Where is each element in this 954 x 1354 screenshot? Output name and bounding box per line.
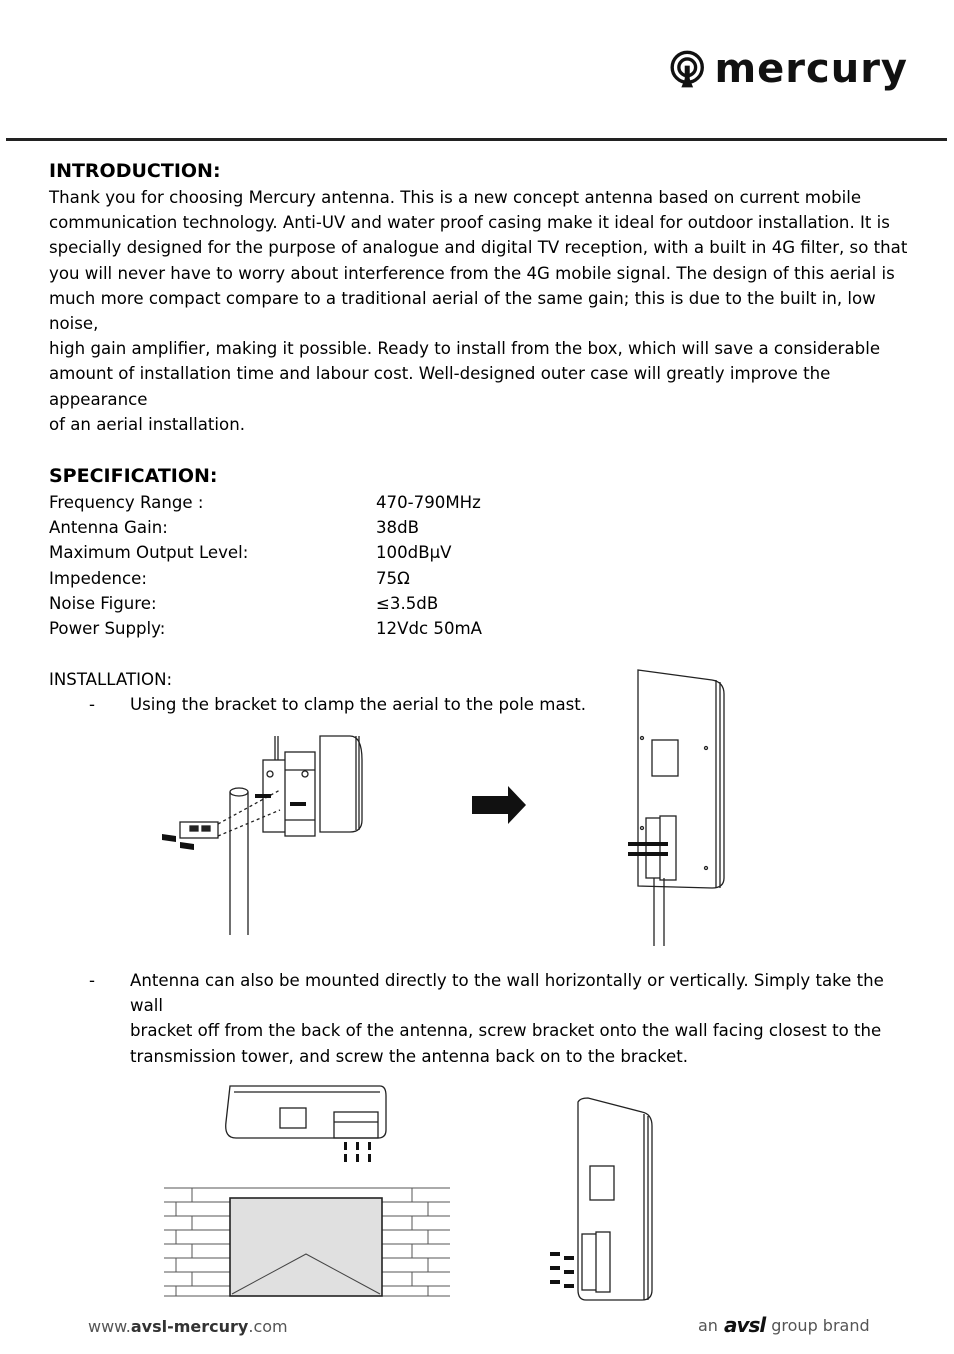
- vertical-wall-mount-illustration: [546, 1094, 658, 1306]
- spec-value: 470-790MHz: [376, 493, 481, 513]
- spec-label: Antenna Gain:: [49, 518, 168, 538]
- introduction-body: [49, 185, 909, 437]
- brand-suffix: group brand: [771, 1315, 870, 1335]
- step-text: Using the bracket to clamp the aerial to the pole mast.: [130, 695, 587, 715]
- step-text: [130, 968, 905, 1069]
- introduction-line: Thank you for choosing Mercury antenna. This is a new concept antenna based on current mobile: [49, 188, 862, 207]
- brand-logo: [668, 44, 908, 94]
- introduction-line: much more compact compare to a traditional aerial of the same gain; this is due to the built in, low noise,: [49, 288, 876, 334]
- spec-label: Maximum Output Level:: [49, 543, 249, 563]
- spec-label: Impedence:: [49, 568, 147, 588]
- pole-mount-illustration: [150, 730, 380, 940]
- spec-value: 100dBμV: [376, 543, 452, 563]
- spec-value: 75Ω: [376, 568, 410, 588]
- spec-value: ≤3.5dB: [376, 593, 439, 613]
- spec-label: Noise Figure:: [49, 593, 157, 613]
- url-domain: avsl-mercury: [130, 1317, 249, 1336]
- installation-heading: INSTALLATION:: [49, 670, 173, 690]
- introduction-line: specially designed for the purpose of analogue and digital TV reception, with a built in 4G filter, so that: [49, 238, 908, 258]
- specification-table: [49, 490, 909, 641]
- introduction-line: high gain amplifier, making it possible. Ready to install from the box, which will save a considerable: [49, 339, 881, 359]
- spec-label: Power Supply:: [49, 619, 166, 639]
- spec-label: Frequency Range :: [49, 493, 204, 513]
- spec-row: [49, 540, 909, 565]
- brand-name: mercury: [714, 46, 908, 92]
- spec-value: 38dB: [376, 518, 420, 538]
- footer-brand: [698, 1313, 870, 1337]
- bullet-mark: -: [89, 695, 95, 715]
- installation-step-2: [49, 968, 905, 1069]
- introduction-line: amount of installation time and labour cost. Well-designed outer case will greatly improve the appearance: [49, 364, 831, 409]
- avsl-logo: avsl: [723, 1313, 766, 1337]
- antenna-signal-icon: [668, 45, 706, 93]
- installation-step-1: [49, 692, 909, 717]
- spec-row: [49, 591, 909, 616]
- spec-row: [49, 515, 909, 540]
- spec-row: [49, 566, 909, 591]
- introduction-line: you will never have to worry about interference from the 4G mobile signal. The design of this aerial is: [49, 263, 895, 283]
- url-prefix: www.: [88, 1317, 131, 1336]
- introduction-line: communication technology. Anti-UV and water proof casing make it ideal for outdoor installation. It is: [49, 213, 890, 233]
- header-divider: [6, 138, 947, 141]
- document-content: [49, 158, 909, 718]
- bullet-mark: -: [89, 971, 95, 990]
- url-suffix: .com: [248, 1317, 288, 1336]
- step-text-line: transmission tower, and screw the antenna back on to the bracket.: [130, 1046, 688, 1066]
- introduction-line: of an aerial installation.: [49, 414, 245, 434]
- arrow-right-icon: [472, 786, 528, 824]
- brand-prefix: an: [698, 1315, 718, 1335]
- step-text-line: bracket off from the back of the antenna, screw bracket onto the wall facing closest to the: [130, 1021, 882, 1041]
- step-text-line: Antenna can also be mounted directly to the wall horizontally or vertically. Simply take the wall: [130, 971, 884, 1016]
- spec-row: [49, 490, 909, 515]
- antenna-on-pole-illustration: [620, 668, 735, 948]
- wall-mount-illustration: [162, 1082, 452, 1300]
- introduction-heading: INTRODUCTION:: [49, 160, 221, 182]
- footer-url[interactable]: [88, 1317, 288, 1336]
- spec-value: 12Vdc 50mA: [376, 619, 483, 639]
- specification-heading: SPECIFICATION:: [49, 465, 218, 488]
- spec-row: [49, 616, 909, 641]
